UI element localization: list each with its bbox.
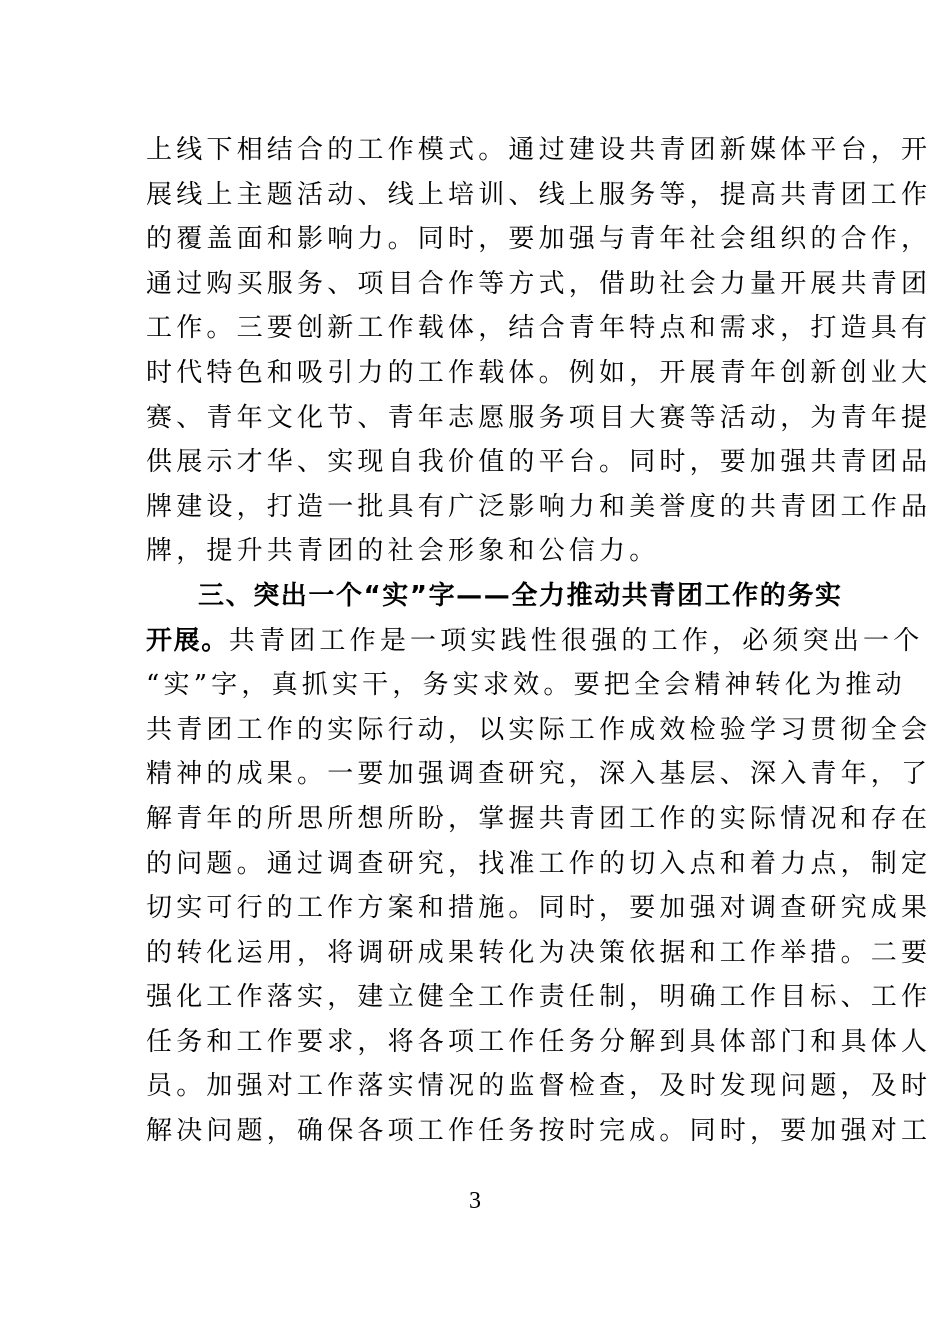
text-line: 切实可行的工作方案和措施。同时，要加强对调查研究成果 — [146, 893, 932, 924]
text-line: 牌建设，打造一批具有广泛影响力和美誉度的共青团工作品 — [146, 491, 932, 522]
text-line: 上线下相结合的工作模式。通过建设共青团新媒体平台，开 — [146, 135, 932, 165]
text-line: 员。加强对工作落实情况的监督检查，及时发现问题，及时 — [146, 1071, 932, 1102]
text-line: 供展示才华、实现自我价值的平台。同时，要加强共青团品 — [146, 447, 932, 478]
text-line: 牌，提升共青团的社会形象和公信力。 — [146, 536, 660, 567]
text-line: “实”字，真抓实干，务实求效。要把全会精神转化为推动 — [146, 670, 906, 701]
text-line: 解决问题，确保各项工作任务按时完成。同时，要加强对工 — [146, 1116, 932, 1147]
section-body-start: 共青团工作是一项实践性很强的工作，必须突出一个 — [228, 625, 924, 656]
section-heading-end: 开展。 — [146, 625, 229, 656]
document-body — [146, 128, 932, 1154]
text-line: 共青团工作的实际行动，以实际工作成效检验学习贯彻全会 — [146, 714, 932, 745]
text-line: 赛、青年文化节、青年志愿服务项目大赛等活动，为青年提 — [146, 402, 932, 433]
text-line: 展线上主题活动、线上培训、线上服务等，提高共青团工作 — [146, 179, 932, 210]
text-line: 强化工作落实，建立健全工作责任制，明确工作目标、工作 — [146, 982, 932, 1013]
text-line — [146, 619, 924, 664]
text-line: 解青年的所思所想所盼，掌握共青团工作的实际情况和存在 — [146, 803, 932, 834]
page-number: 3 — [469, 1188, 481, 1214]
text-line: 的转化运用，将调研成果转化为决策依据和工作举措。二要 — [146, 937, 932, 968]
text-line: 任务和工作要求，将各项工作任务分解到具体部门和具体人 — [146, 1026, 932, 1057]
text-line: 的覆盖面和影响力。同时，要加强与青年社会组织的合作， — [146, 224, 932, 255]
section-heading-line — [146, 574, 843, 619]
text-line: 精神的成果。一要加强调查研究，深入基层、深入青年，了 — [146, 759, 932, 790]
text-line: 通过购买服务、项目合作等方式，借助社会力量开展共青团 — [146, 268, 932, 299]
paragraph-continuation — [146, 128, 932, 574]
text-line: 的问题。通过调查研究，找准工作的切入点和着力点，制定 — [146, 848, 932, 879]
section-heading: 三、突出一个“实”字——全力推动共青团工作的务实 — [198, 580, 843, 611]
paragraph-section-3 — [146, 574, 932, 1154]
text-line: 工作。三要创新工作载体，结合青年特点和需求，打造具有 — [146, 313, 932, 344]
text-line: 时代特色和吸引力的工作载体。例如，开展青年创新创业大 — [146, 357, 932, 388]
